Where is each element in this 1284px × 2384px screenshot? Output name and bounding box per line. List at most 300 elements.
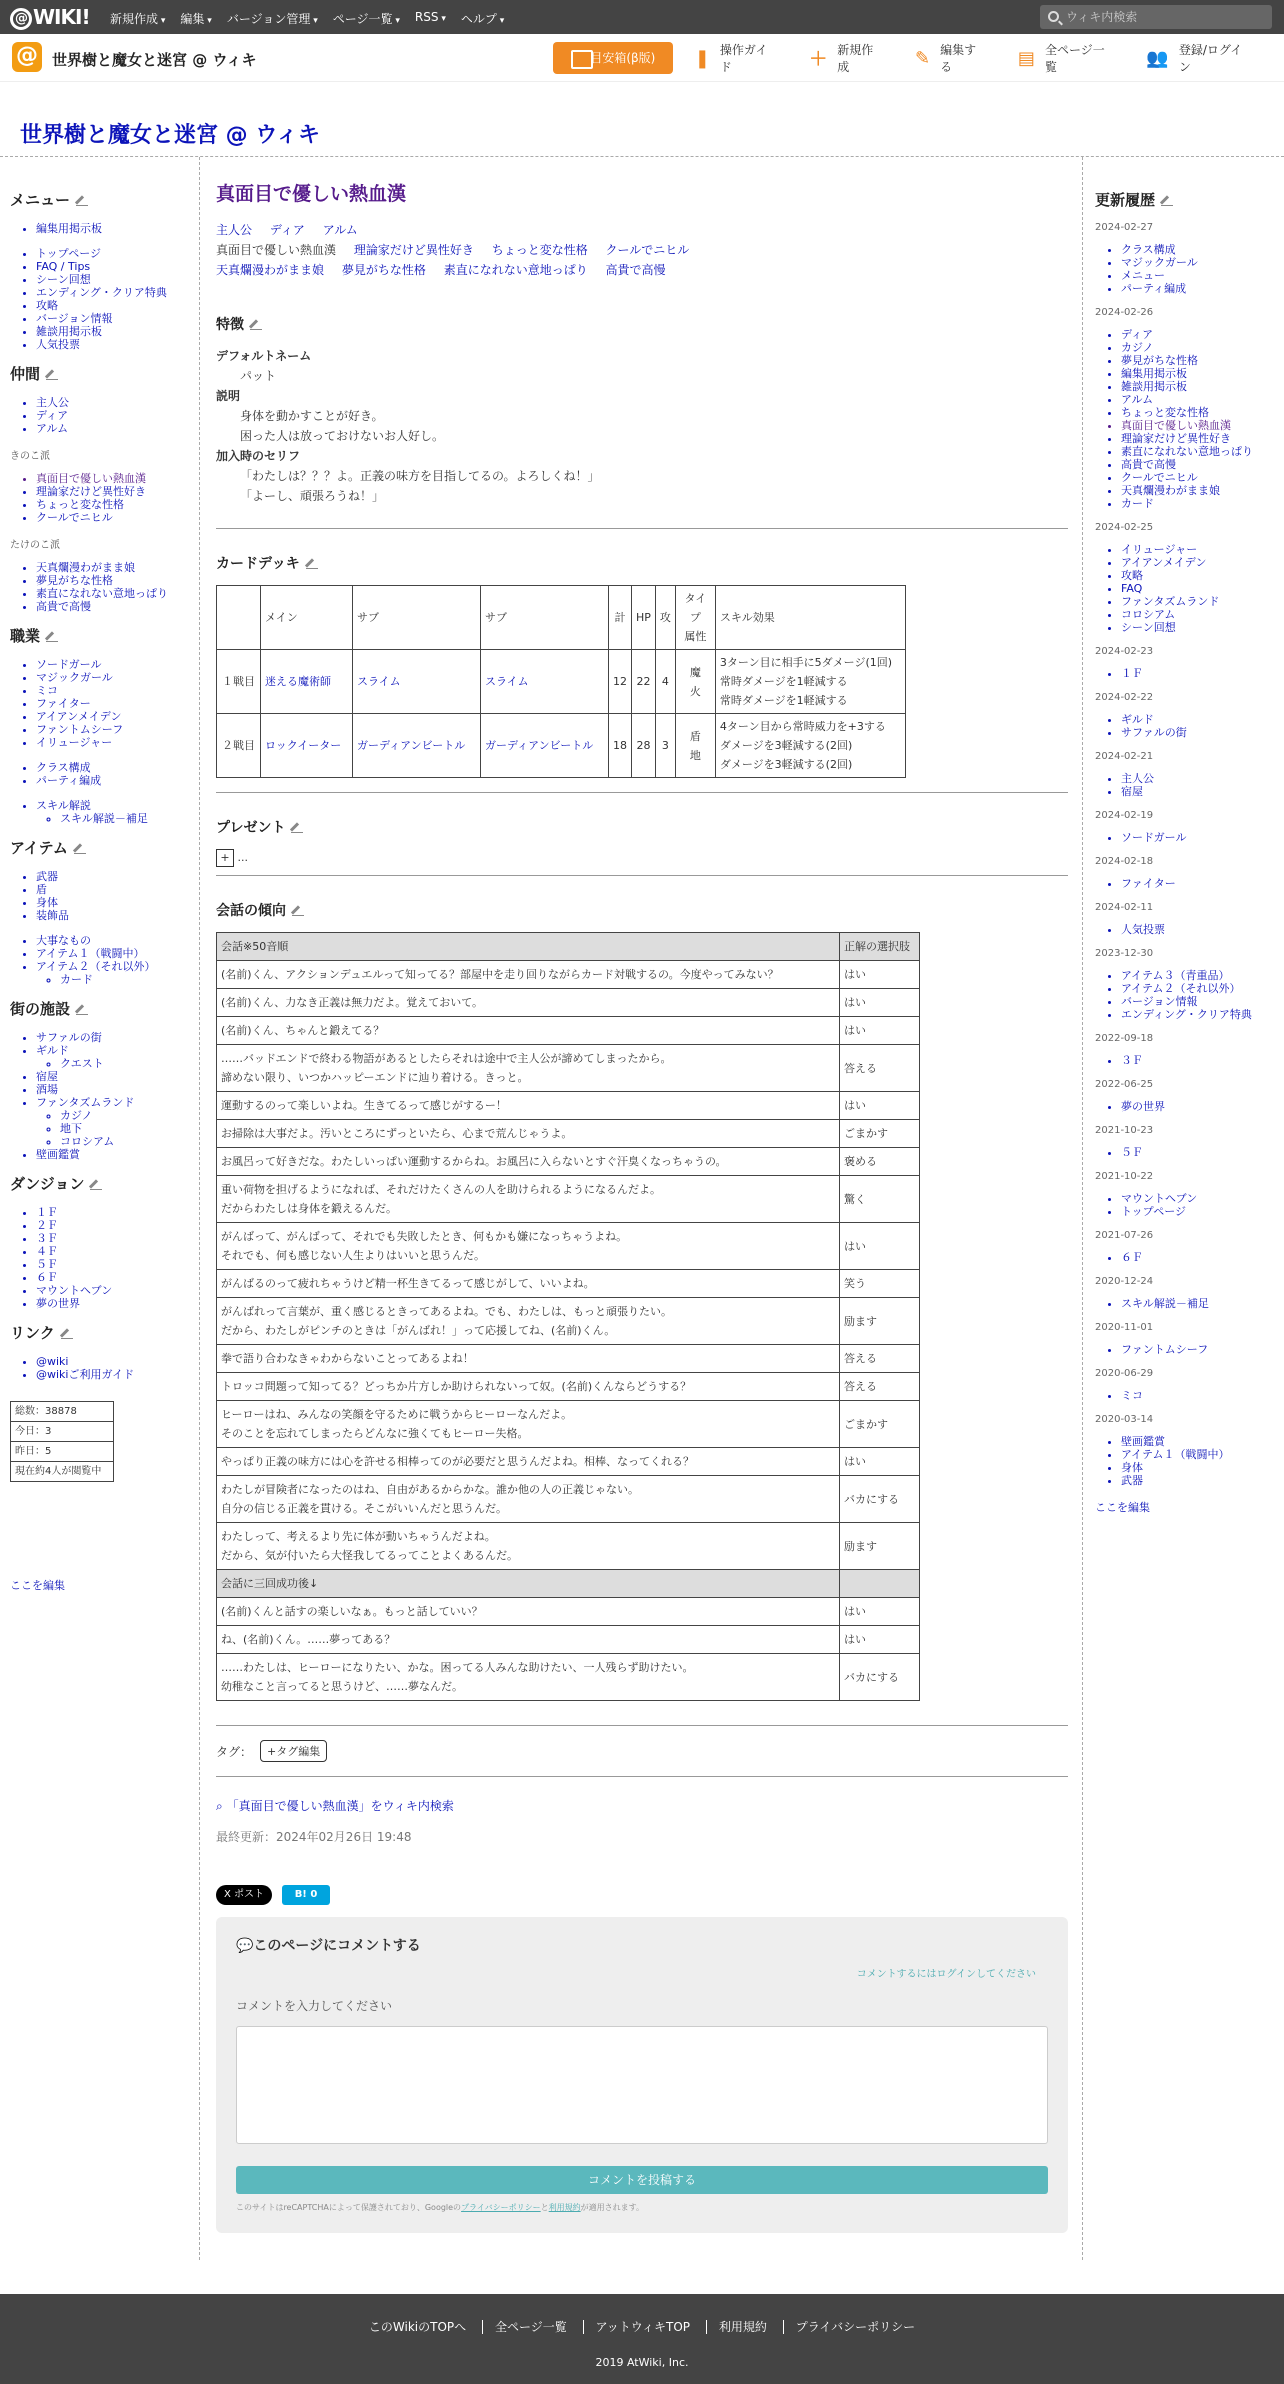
talk-answer: はい [840,1448,920,1476]
talk-answer: はい [840,989,920,1017]
talk-text: それでも、何も感じない人生よりはいいと思うんだ。 [221,1249,485,1262]
dungeon-heading: ダンジョン [10,1173,199,1194]
feature-heading: 特徴 [216,314,1068,334]
card-skills [715,714,905,778]
history-item[interactable]: • カード [1121,497,1284,510]
card-sub[interactable]: ガーディアンビートル [353,714,481,778]
talk-text: お掃除は大事だよ。汚いところにずっといたら、心まで荒んじゃうよ。 [221,1127,573,1140]
sidebar-item-current[interactable]: • 真面目で優しい熱血漢 [36,472,199,485]
sidebar-item[interactable]: • クラス構成 [36,761,199,774]
history-item[interactable]: • ６Ｆ [1121,1251,1284,1264]
sidebar-item[interactable]: • 夢見がちな性格 [36,574,199,587]
right-sidebar [1082,157,1284,2260]
expand-button[interactable]: + [216,849,234,867]
talk-line [217,1120,840,1148]
comment-textarea[interactable] [236,2026,1048,2144]
counter-yesterday: 昨日：5 [11,1442,114,1462]
global-menu [110,10,504,27]
menu-version[interactable]: バージョン管理 ▾ [227,10,318,27]
personality-nav-row [216,260,1068,280]
history-heading: 更新履歴 [1095,189,1284,210]
history-list [1121,667,1284,680]
sidebar-item[interactable]: • アイテム２（それ以外） ◦ カード [36,960,199,986]
deck-heading: カードデッキ [216,553,1068,573]
history-item[interactable]: • アイテム２（それ以外） [1121,982,1284,995]
history-item[interactable]: • アイテム３（青重品） [1121,969,1284,982]
sidebar-item[interactable]: • マウントヘブン [36,1284,199,1297]
counter-online: 現在約4人が閲覧中 [11,1462,114,1482]
sidebar-item[interactable]: • ６Ｆ [36,1271,199,1284]
nav-login[interactable]: 👥 登録/ログイン [1146,43,1243,74]
history-item[interactable]: • サファルの街 [1121,726,1284,739]
history-date: 2020-11-01 [1095,1322,1154,1333]
battle-number: １戦目 [217,650,261,714]
talk-line [217,1626,840,1654]
talk-answer: 笑う [840,1270,920,1298]
divider [216,528,1068,529]
sidebar-subitem[interactable]: ◦ カジノ [60,1109,199,1122]
search-icon: ⌕ [216,1799,223,1813]
card-type: 盾 [689,729,701,743]
history-item[interactable]: • １Ｆ [1121,667,1284,680]
history-item[interactable]: • FAQ [1121,582,1284,595]
nav-all-pages[interactable]: ▤ 全ページ一覧 [1017,43,1105,74]
talk-text: お風呂って好きだな。わたしいっぱい運動するからね。お風呂に入らないとすぐ汗臭くなっちゃうの。 [221,1155,727,1168]
history-list [1121,1251,1284,1264]
edit-pencil-icon[interactable] [61,1327,73,1339]
sidebar-item[interactable]: • 編集用掲示板 [36,222,199,235]
menu-new[interactable]: 新規作成 ▾ [110,10,165,27]
footer-link[interactable]: プライバシーポリシー [783,2320,927,2334]
menu-pages[interactable]: ページ一覧 ▾ [333,10,400,27]
talk-line [217,961,840,989]
history-item[interactable]: • 天真爛漫わがまま娘 [1121,484,1284,497]
personality-link[interactable]: 天真爛漫わがまま娘 [216,263,325,277]
edit-pencil-icon[interactable] [90,1178,102,1190]
history-date: 2022-09-18 [1095,1033,1154,1044]
history-item[interactable]: • ファンタズムランド [1121,595,1284,608]
site-header [0,34,1284,82]
site-nav [553,41,1284,75]
sidebar-item[interactable]: • アイテム１（戦闘中） [36,947,199,960]
talk-answer: バカにする [840,1654,920,1701]
history-item[interactable]: • バージョン情報 [1121,995,1284,1008]
talk-header-cell: 会話※50音順 [217,933,840,961]
talk-text: ヒーローはね、みんなの笑顔を守るために戦うからヒーローなんだよ。 [221,1408,573,1421]
history-item[interactable]: • 武器 [1121,1474,1284,1487]
skill-effect: 3ターン目に相手に5ダメージ(1回) [719,656,893,669]
edit-pencil-icon[interactable] [46,368,58,380]
sidebar-item[interactable]: • ソードガール [36,658,199,671]
deck-row [217,650,906,714]
sidebar-item[interactable]: • 武器 [36,870,199,883]
terms-link[interactable]: 利用規約 [548,2203,581,2212]
footer-link[interactable]: 全ページ一覧 [482,2320,579,2334]
history-list [1121,1100,1284,1113]
sidebar-subitem[interactable]: ◦ スキル解説－補足 [60,812,199,825]
access-counter [10,1401,114,1482]
wiki-search-input[interactable]: ウィキ内検索 [1040,5,1272,29]
sidebar-item[interactable]: • １Ｆ [36,1206,199,1219]
talk-line [217,1148,840,1176]
talk-answer: 驚く [840,1176,920,1223]
talk-line [217,1017,840,1045]
history-item[interactable]: • 夢見がちな性格 [1121,354,1284,367]
link-heading: リンク [10,1322,199,1343]
users-icon: 👥 [1146,47,1169,69]
sidebar-item[interactable]: • 夢の世界 [36,1297,199,1310]
history-item[interactable]: • スキル解説－補足 [1121,1297,1284,1310]
site-icon[interactable]: @ [12,42,42,72]
divider [216,792,1068,793]
edit-pencil-icon[interactable] [292,904,304,916]
history-item[interactable]: • アイアンメイデン [1121,556,1284,569]
talk-row [217,1017,920,1045]
sidebar-item[interactable]: • アイアンメイデン [36,710,199,723]
desc-line: 困った人は放っておけないお人好し。 [240,429,445,443]
history-item[interactable]: • 壁画鑑賞 [1121,1435,1284,1448]
party-heading: 仲間 [10,363,199,384]
talk-header-cell: 正解の選択肢 [840,933,920,961]
talk-row [217,1448,920,1476]
card-sub[interactable]: スライム [481,650,609,714]
talk-text: ……バッドエンドで終わる物語があるとしたらそれは途中で主人公が諦めてしまったから。 [221,1052,672,1065]
history-item[interactable]: • パーティ編成 [1121,282,1284,295]
sidebar-item[interactable]: • アルム [36,422,199,435]
talk-line [217,989,840,1017]
desc-line: 身体を動かすことが好き。 [240,409,384,423]
footer [0,2294,1284,2384]
card-attack: 4 [655,650,675,714]
history-date: 2020-03-14 [1095,1414,1154,1425]
deck-header-cell [217,586,261,650]
history-item[interactable]: • ソードガール [1121,831,1284,844]
history-item[interactable]: • アイテム１（戦闘中） [1121,1448,1284,1461]
skill-effect: ダメージを3軽減する(2回) [719,758,853,771]
history-item[interactable]: • トップページ [1121,1205,1284,1218]
history-item[interactable]: • ５Ｆ [1121,1146,1284,1159]
deck-row [217,714,906,778]
nav-edit[interactable]: ✎ 編集する [915,43,977,74]
present-heading: プレゼント [216,817,1068,837]
sidebar-subitem[interactable]: ◦ クエスト [60,1057,199,1070]
sidebar-item[interactable]: • 酒場 [36,1083,199,1096]
pencil-icon: ✎ [915,47,931,69]
personality-link[interactable]: 素直になれない意地っぱり [443,263,588,277]
personality-link[interactable]: 夢見がちな性格 [341,263,426,277]
card-deck-table [216,585,906,778]
menu-list [36,247,199,351]
talk-line [217,1401,840,1448]
default-name-label: デフォルトネーム [216,349,312,363]
wiki-title-link[interactable]: 世界樹と魔女と迷宮 @ ウィキ [20,123,320,148]
sidebar-item[interactable]: • FAQ / Tips [36,260,199,273]
talk-row [217,1626,920,1654]
search-icon [1048,11,1059,22]
sidebar-item[interactable]: • 人気投票 [36,338,199,351]
chat-icon: 💬 [236,1938,254,1954]
history-item[interactable]: • 身体 [1121,1461,1284,1474]
edit-pencil-icon[interactable] [306,557,318,569]
login-to-comment-link[interactable]: コメントするにはログインしてください [856,1969,1036,1980]
history-item[interactable]: • マウントヘブン [1121,1192,1284,1205]
talk-row [217,1092,920,1120]
update-history [1095,222,1284,1487]
deck-header-cell: 計 [609,586,632,650]
sidebar-item[interactable]: • 壁画鑑賞 [36,1148,199,1161]
join-line: 「わたしは？？？よ。正義の味方を目指してるの。よろしくね！」 [240,469,600,483]
history-item[interactable]: • 宿屋 [1121,785,1284,798]
talk-text: わたしが冒険者になったのはね、自由があるからかな。誰か他の人の正義じゃない。 [221,1483,639,1496]
history-item[interactable]: • 素直になれない意地っぱり [1121,445,1284,458]
x-post-button[interactable]: X ポスト [216,1885,272,1905]
job-list-2 [36,761,199,787]
history-item[interactable]: • コロシアム [1121,608,1284,621]
history-item[interactable]: • 雑談用掲示板 [1121,380,1284,393]
talk-text: わたしって、考えるより先に体が動いちゃうんだよね。 [221,1530,496,1543]
history-item[interactable]: • ファントムシーフ [1121,1343,1284,1356]
talk-line [217,1092,840,1120]
sidebar-item[interactable]: • ２Ｆ [36,1219,199,1232]
join-label: 加入時のセリフ [216,449,301,463]
town-list [36,1031,199,1161]
history-item[interactable]: • イリュージャー [1121,543,1284,556]
sidebar-item[interactable]: • 雑談用掲示板 [36,325,199,338]
sidebar-item[interactable]: • パーティ編成 [36,774,199,787]
history-item[interactable]: • クラス構成 [1121,243,1284,256]
talk-text: やっぱり正義の味方には心を許せる相棒ってのが必要だと思うんだよね。相棒、なってくれる？ [221,1455,694,1468]
card-skills [715,650,905,714]
edit-sidebar-link[interactable]: ここを編集 [10,1579,65,1592]
char-link[interactable]: 主人公 [216,223,253,237]
history-item[interactable]: • 真面目で優しい熱血漢 [1121,419,1284,432]
talk-row [217,989,920,1017]
sidebar-item[interactable]: • @wiki [36,1355,199,1368]
talk-answer: ごまかす [840,1401,920,1448]
menu-help[interactable]: ヘルプ ▾ [461,10,504,27]
conversation-table [216,932,920,1701]
personality-link[interactable]: 理論家だけど異性好き [353,243,474,257]
card-hp: 22 [632,650,656,714]
history-item[interactable]: • 攻略 [1121,569,1284,582]
tag-edit-button[interactable]: +タグ編集 [260,1740,327,1762]
sidebar-item[interactable]: • ファントムシーフ [36,723,199,736]
edit-pencil-icon[interactable] [46,630,58,642]
sidebar-item[interactable]: • 身体 [36,896,199,909]
talk-answer: はい [840,1223,920,1270]
join-line: 「よーし、頑張ろうね！」 [240,489,385,503]
talk-text: 自分の信じる正義を貫ける。そこがいいんだと思うんだ。 [221,1502,507,1515]
main-content [216,157,1068,2233]
footer-link[interactable]: アットウィキTOP [583,2320,702,2334]
sidebar-item[interactable]: • ５Ｆ [36,1258,199,1271]
sidebar-item[interactable]: • 盾 [36,883,199,896]
personality-link[interactable]: 高貴で高慢 [605,263,666,277]
talk-answer: 答える [840,1373,920,1401]
talk-text: 幼稚なこと言ってると思うけど、……夢なんだ。 [221,1680,463,1693]
history-date: 2024-02-25 [1095,522,1154,533]
divider [216,1725,1068,1726]
history-list [1121,543,1284,634]
history-item[interactable]: • シーン回想 [1121,621,1284,634]
sidebar-subitem[interactable]: ◦ カード [60,973,199,986]
sidebar-item[interactable]: • サファルの街 [36,1031,199,1044]
sidebar-item[interactable]: • ４Ｆ [36,1245,199,1258]
edit-pencil-icon[interactable] [76,1003,88,1015]
takenoko-label: たけのこ派 [10,540,60,551]
sidebar-item[interactable]: • スキル解説 ◦ スキル解説－補足 [36,799,199,825]
submit-comment-button[interactable]: コメントを投稿する [236,2166,1048,2194]
talk-row [217,1373,920,1401]
card-type-attr [675,714,715,778]
history-date: 2021-07-26 [1095,1230,1154,1241]
sidebar-item[interactable]: • 理論家だけど異性好き [36,485,199,498]
site-name[interactable]: 世界樹と魔女と迷宮 @ ウィキ [52,51,257,69]
char-link[interactable]: アルム [322,223,358,237]
sidebar-item[interactable]: • ミコ [36,684,199,697]
search-in-wiki[interactable]: ⌕ 「真面目で優しい熱血漢」をウィキ内検索 [216,1799,454,1813]
nav-guide[interactable]: ❚ 操作ガイド [694,43,768,74]
history-item[interactable]: • ３Ｆ [1121,1054,1284,1067]
deck-header-cell: 攻 [655,586,675,650]
battle-number: ２戦目 [217,714,261,778]
history-item[interactable]: • クールでニヒル [1121,471,1284,484]
sidebar-item[interactable]: • ディア [36,409,199,422]
talk-text: がんばれって言葉が、重く感じるときってあるよね。でも、わたしは、もっと頑張りたい。 [221,1305,672,1318]
history-item[interactable]: • ギルド [1121,713,1284,726]
talk-line [217,1176,840,1223]
history-list [1121,923,1284,936]
menu-heading: メニュー [10,189,199,210]
sidebar-item[interactable]: • 大事なもの [36,934,199,947]
card-sub[interactable]: ガーディアンビートル [481,714,609,778]
sidebar-item[interactable]: • 宿屋 [36,1070,199,1083]
sidebar-item[interactable]: • ファイター [36,697,199,710]
edit-pencil-icon[interactable] [76,194,88,206]
sidebar-item[interactable]: • 主人公 [36,396,199,409]
sidebar-item[interactable]: • 高貴で高慢 [36,600,199,613]
history-item[interactable]: • 夢の世界 [1121,1100,1284,1113]
menu-rss[interactable]: RSS ▾ [415,10,446,27]
present-ellipsis: ... [237,851,248,864]
card-total: 12 [609,650,632,714]
sidebar-item[interactable]: • ちょっと変な性格 [36,498,199,511]
sidebar-item[interactable]: • 天真爛漫わがまま娘 [36,561,199,574]
talk-text: だから、気が付いたら大怪我してるってことよくあるんだ。 [221,1549,518,1562]
history-item[interactable]: • ファイター [1121,877,1284,890]
sidebar-item[interactable]: • ３Ｆ [36,1232,199,1245]
sidebar-item[interactable]: • 素直になれない意地っぱり [36,587,199,600]
personality-link[interactable]: クールでニヒル [605,243,690,257]
talk-subheader-cell [840,1570,920,1598]
talk-line [217,1373,840,1401]
sidebar-item[interactable]: • 攻略 [36,299,199,312]
history-item[interactable]: • メニュー [1121,269,1284,282]
sidebar-item[interactable]: • クールでニヒル [36,511,199,524]
hatena-bookmark-button[interactable]: B! 0 [282,1885,330,1905]
talk-text: 諦めない限り、いつかハッピーエンドに辿り着ける。きっと。 [221,1071,529,1084]
privacy-link[interactable]: プライバシーポリシー [461,2203,541,2212]
talk-heading: 会話の傾向 [216,900,1068,920]
history-item[interactable]: • カジノ [1121,341,1284,354]
history-item[interactable]: • アルム [1121,393,1284,406]
talk-text: (名前)くん、力なき正義は無力だよ。覚えておいて。 [221,996,484,1009]
item-heading: アイテム [10,837,199,858]
history-item[interactable]: • 理論家だけど異性好き [1121,432,1284,445]
history-item[interactable]: • ミコ [1121,1389,1284,1402]
sidebar-item[interactable]: • マジックガール [36,671,199,684]
edit-pencil-icon[interactable] [74,842,86,854]
history-list [1121,1146,1284,1159]
sidebar-item[interactable]: • エンディング・クリア特典 [36,286,199,299]
history-item[interactable]: • ちょっと変な性格 [1121,406,1284,419]
edit-pencil-icon[interactable] [291,821,303,833]
sidebar-subitem[interactable]: ◦ コロシアム [60,1135,199,1148]
history-list [1121,1297,1284,1310]
history-item[interactable]: • エンディング・クリア特典 [1121,1008,1284,1021]
personality-nav-row [216,240,1068,260]
talk-text: 運動するのって楽しいよね。生きてるって感じがするー！ [221,1099,507,1112]
atwiki-logo[interactable]: @ WIKI! [10,5,90,30]
footer-links [0,2318,1284,2335]
history-date: 2024-02-21 [1095,751,1154,762]
footer-link[interactable]: このWikiのTOPへ [368,2320,467,2334]
history-item[interactable]: • 人気投票 [1121,923,1284,936]
history-item[interactable]: • 編集用掲示板 [1121,367,1284,380]
sidebar-item[interactable]: • ファンタズムランド ◦ カジノ ◦ 地下 ◦ コロシアム [36,1096,199,1148]
card-main[interactable]: ロックイーター [261,714,353,778]
default-name: パット [240,369,277,383]
history-list [1121,328,1284,510]
history-list [1121,1389,1284,1402]
history-item[interactable]: • 高貴で高慢 [1121,458,1284,471]
talk-answer: ごまかす [840,1120,920,1148]
history-date: 2024-02-23 [1095,646,1154,657]
card-sub[interactable]: スライム [353,650,481,714]
talk-text: 重い荷物を担げるようになれば、それだけたくさんの人を助けられるようになるんだよ。 [221,1183,661,1196]
sidebar-item[interactable]: • 装飾品 [36,909,199,922]
personality-link[interactable]: ちょっと変な性格 [491,243,588,257]
history-item[interactable]: • 主人公 [1121,772,1284,785]
history-list [1121,1192,1284,1218]
history-item[interactable]: • ディア [1121,328,1284,341]
char-link[interactable]: ディア [269,223,305,237]
sidebar-item[interactable]: • イリュージャー [36,736,199,749]
talk-answer: バカにする [840,1476,920,1523]
plus-icon: ＋ [809,49,828,70]
sidebar-subitem[interactable]: ◦ 地下 [60,1122,199,1135]
footer-link[interactable]: 利用規約 [706,2320,779,2334]
card-main[interactable]: 迷える魔術師 [261,650,353,714]
sidebar-item[interactable]: • バージョン情報 [36,312,199,325]
history-item[interactable]: • マジックガール [1121,256,1284,269]
suggestion-box-button[interactable]: 目安箱(β版) [553,42,673,74]
sidebar-item[interactable]: • シーン回想 [36,273,199,286]
talk-answer: 励ます [840,1523,920,1570]
recaptcha-note: このサイトはreCAPTCHAによって保護されており、Googleのプライバシーポリシーと利用規約が適用されます。 [236,2203,645,2212]
edit-pencil-icon[interactable] [1161,194,1173,206]
menu-edit[interactable]: 編集 ▾ [180,10,211,27]
sidebar-item[interactable]: • ギルド ◦ クエスト [36,1044,199,1070]
talk-text: だから、わたしがピンチのときは「がんばれ！」って応援してね、(名前)くん。 [221,1324,616,1337]
nav-new-page[interactable]: ＋ 新規作成 [809,43,874,74]
edit-sidebar-link[interactable]: ここを編集 [1095,1501,1150,1514]
edit-pencil-icon[interactable] [250,318,262,330]
sidebar-item[interactable]: • @wikiご利用ガイド [36,1368,199,1381]
talk-row [217,1176,920,1223]
kinoko-label: きのこ派 [10,451,50,462]
sidebar-item[interactable]: • トップページ [36,247,199,260]
